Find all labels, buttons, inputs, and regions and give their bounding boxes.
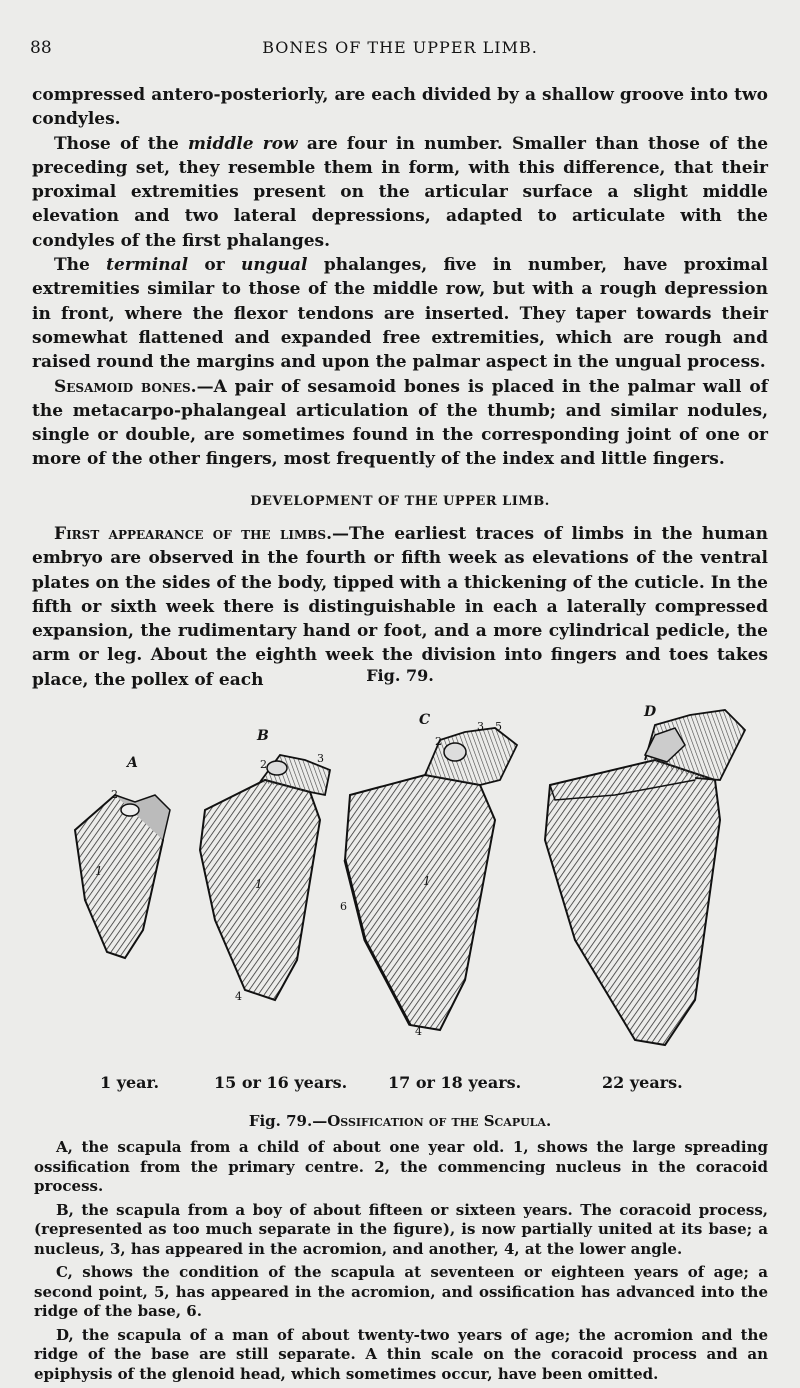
svg-text:5: 5	[495, 720, 502, 733]
caption-paragraph-b: B, the scapula from a boy of about fifteen or sixteen years. The coracoid process, (represented as too much separate in the figure), is now partially united at its base; a nucleus, 3, has appeared in the acromion, and another, 4, at the lower angle.	[34, 1200, 768, 1258]
sesamoid-heading: Sesamoid bones.	[54, 376, 197, 397]
paragraph-sesamoid-bones: Sesamoid bones.—A pair of sesamoid bones is placed in the palmar wall of the metacarpo-phalangeal articulation of the thumb; and similar nodules, single or double, are sometimes found in the corresponding joint of one or more of the other fingers, most frequently of the index and little fingers.	[32, 376, 769, 470]
running-head: BONES OF THE UPPER LIMB.	[262, 38, 538, 57]
svg-text:6: 6	[340, 900, 347, 913]
page-number: 88	[30, 38, 52, 58]
scapula-b	[200, 752, 330, 1003]
age-label-d: 22 years.	[602, 1073, 683, 1092]
svg-text:1: 1	[255, 877, 263, 891]
figure-caption: Fig. 79.—Ossification of the Scapula.	[248, 1112, 552, 1130]
svg-text:4: 4	[235, 990, 242, 1003]
svg-text:2: 2	[111, 788, 118, 801]
figure-letter-a: A	[127, 755, 138, 771]
paragraph-terminal-phalanges: The terminal or ungual phalanges, five in number, have proximal extremities similar to those of the middle row, but with a rough depression in front, where the flexor tendons are inserted. They taper towards their somewhat flattened and expanded free extremities, which are rough and raised round the margins and upon the palmar aspect in the ungual process.	[32, 255, 769, 373]
figure-number: Fig. 79.	[366, 666, 434, 685]
svg-text:3: 3	[477, 720, 484, 733]
age-label-c: 17 or 18 years.	[388, 1073, 522, 1092]
scapula-illustration	[55, 700, 775, 1080]
scapula-figure	[55, 700, 775, 1080]
page-header	[30, 38, 770, 64]
age-label-b: 15 or 16 years.	[214, 1073, 348, 1092]
svg-text:1: 1	[423, 874, 431, 888]
svg-text:3: 3	[317, 752, 324, 765]
caption-paragraph-d: D, the scapula of a man of about twenty-two years of age; the acromion and the ridge of the base are still separate. A thin scale on the coracoid process and an epiphysis of the glenoid head, which sometimes occur, have been omitted.	[34, 1325, 768, 1383]
paragraph-middle-row: Those of the middle row are four in number. Smaller than those of the preceding set, they resemble them in form, with this difference, that their proximal extremities present on the articular surface a slight middle elevation and two lateral depressions, adapted to articulate with the condyles of the first phalanges.	[32, 133, 769, 251]
body-text-top	[32, 83, 768, 472]
figure-letter-b: B	[257, 728, 269, 744]
caption-paragraph-a: A, the scapula from a child of about one year old. 1, shows the large spreading ossification from the primary centre. 2, the commencing nucleus in the coracoid process.	[34, 1138, 768, 1195]
figure-letter-d: D	[644, 704, 657, 720]
paragraph-condyles: compressed antero-posteriorly, are each divided by a shallow groove into two condyles.	[32, 85, 768, 130]
svg-text:1: 1	[95, 864, 103, 878]
section-heading: DEVELOPMENT OF THE UPPER LIMB.	[250, 494, 550, 509]
scapula-d	[545, 710, 745, 1045]
age-label-a: 1 year.	[100, 1073, 160, 1092]
scapula-c	[340, 720, 517, 1038]
svg-text:4: 4	[415, 1025, 422, 1038]
caption-paragraph-c: C, shows the condition of the scapula at seventeen or eighteen years of age; a second point, 5, has appeared in the acromion, and ossification has advanced into the ridge of the base, 6.	[34, 1263, 768, 1320]
svg-text:2: 2	[260, 758, 267, 771]
first-appearance-heading: First appearance of the limbs.	[54, 524, 333, 544]
figure-letter-c: C	[419, 712, 431, 728]
svg-text:2: 2	[435, 735, 442, 748]
paragraph-first-appearance: First appearance of the limbs.—The earliest traces of limbs in the human embryo are observed in the fourth or fifth week as elevations of the ventral plates on the sides of the body, tipped with a thickening of the cuticle. In the fifth or sixth week there is distinguishable in each a laterally compressed expansion, the rudimentary hand or foot, and a more cylindrical pedicle, the arm or leg. About the eighth week the division into fingers and toes takes place, the pollex of each	[32, 524, 768, 690]
caption-body	[34, 1138, 768, 1388]
scapula-a	[75, 788, 170, 958]
